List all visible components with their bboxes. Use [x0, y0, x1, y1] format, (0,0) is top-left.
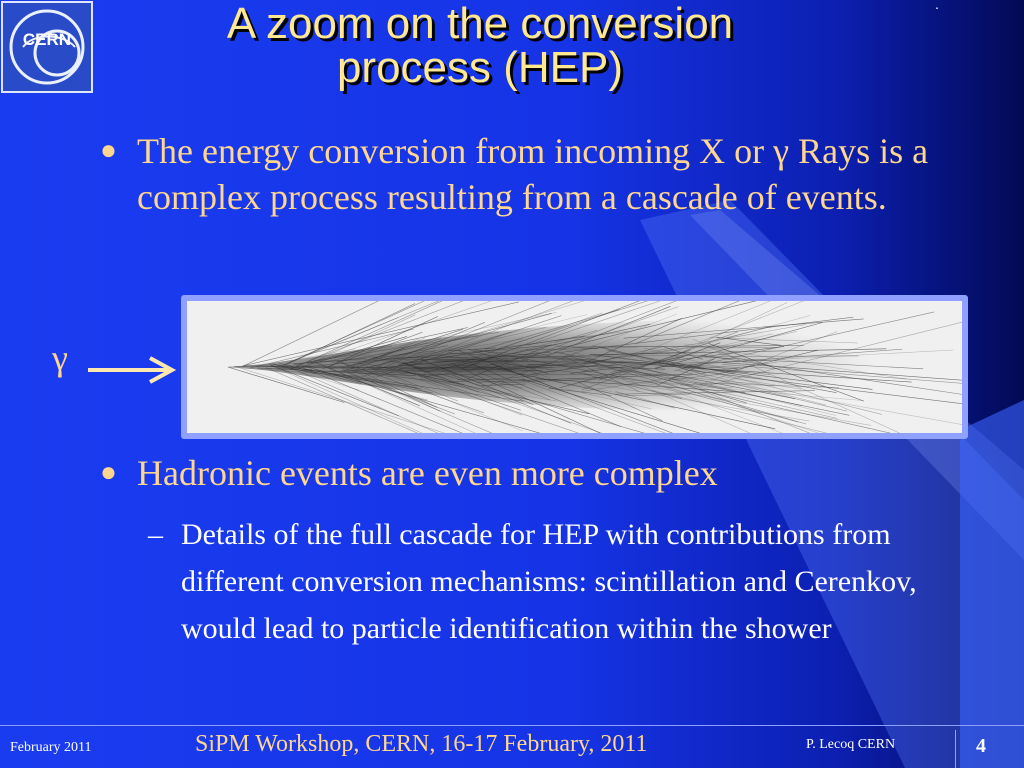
logo-wordmark: CERN	[22, 30, 72, 49]
slide-number: 4	[976, 735, 986, 757]
shower-picture	[187, 301, 962, 433]
bullet-text: The energy conversion from incoming X or γ Rays is a complex process resulting from a cascade of events.	[137, 131, 929, 217]
subbullet-text: Details of the full cascade for HEP with contributions from different conversion mechanisms: scintillation and Cerenkov, would lead to particle identification within the shower	[181, 518, 917, 645]
footer-date: February 2011	[10, 740, 92, 755]
shower-image	[181, 295, 968, 439]
footer-rule	[955, 730, 956, 768]
footer-author: P. Lecoq CERN	[806, 737, 896, 752]
title-line-2: process (HEP)	[336, 43, 624, 92]
bullet-text: Hadronic events are even more complex	[137, 453, 718, 493]
bullet-1	[100, 128, 960, 220]
bullet-marker: ●	[100, 457, 117, 488]
corner-mark: .	[935, 0, 939, 12]
gamma-label: γ	[52, 338, 68, 378]
subbullet-1	[148, 511, 948, 652]
footer-event: SiPM Workshop, CERN, 16-17 February, 2011	[195, 731, 648, 757]
footer-divider	[0, 725, 1024, 726]
title-line-1: A zoom on the conversion	[226, 0, 734, 48]
arrow-right-icon	[84, 352, 180, 388]
bullet-marker: ●	[100, 135, 117, 166]
slide-title	[110, 2, 850, 90]
subbullet-dash: –	[148, 518, 163, 551]
bullet-2	[100, 450, 960, 496]
cern-logo	[1, 1, 93, 93]
